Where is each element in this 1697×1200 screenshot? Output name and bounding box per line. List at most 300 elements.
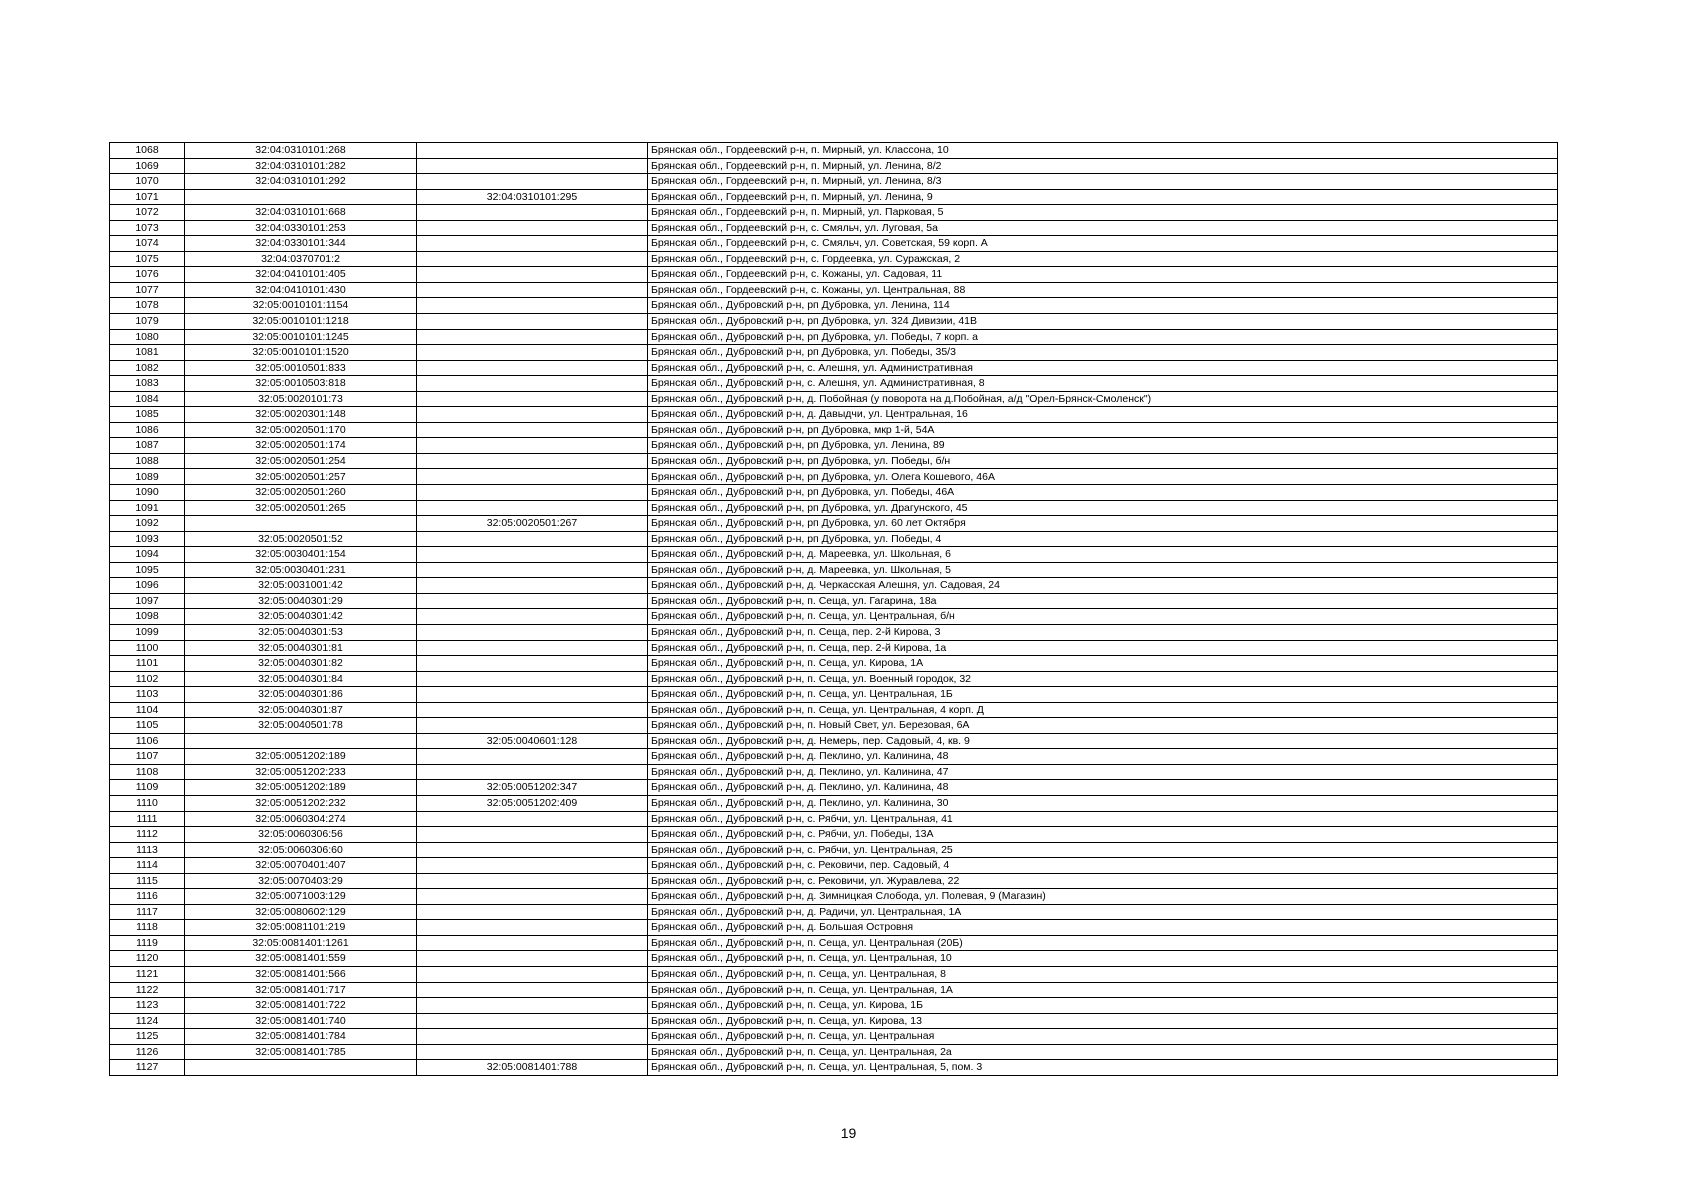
cadastral-number-cell: 32:05:0031001:42 xyxy=(185,578,417,594)
row-number-cell: 1121 xyxy=(110,966,185,982)
address-cell: Брянская обл., Дубровский р-н, п. Новый Свет, ул. Березовая, 6А xyxy=(648,718,1558,734)
row-number-cell: 1079 xyxy=(110,314,185,330)
address-cell: Брянская обл., Дубровский р-н, д. Радичи, ул. Центральная, 1А xyxy=(648,904,1558,920)
cadastral-number-cell: 32:05:0010501:833 xyxy=(185,360,417,376)
row-number-cell: 1105 xyxy=(110,718,185,734)
alternate-cadastral-number-cell xyxy=(417,438,648,454)
address-cell: Брянская обл., Гордеевский р-н, п. Мирный, ул. Ленина, 9 xyxy=(648,189,1558,205)
table-row xyxy=(110,733,1558,749)
address-cell: Брянская обл., Дубровский р-н, с. Алешня, ул. Административная, 8 xyxy=(648,376,1558,392)
alternate-cadastral-number-cell xyxy=(417,143,648,159)
row-number-cell: 1074 xyxy=(110,236,185,252)
address-cell: Брянская обл., Дубровский р-н, п. Сеща, ул. Центральная, 1А xyxy=(648,982,1558,998)
address-cell: Брянская обл., Дубровский р-н, п. Сеща, ул. Кирова, 1А xyxy=(648,656,1558,672)
row-number-cell: 1116 xyxy=(110,889,185,905)
address-cell: Брянская обл., Дубровский р-н, д. Побойная (у поворота на д.Побойная, а/д "Орел-Брянск-Смоленск") xyxy=(648,391,1558,407)
address-cell: Брянская обл., Гордеевский р-н, с. Кожаны, ул. Центральная, 88 xyxy=(648,282,1558,298)
alternate-cadastral-number-cell xyxy=(417,842,648,858)
alternate-cadastral-number-cell xyxy=(417,314,648,330)
row-number-cell: 1111 xyxy=(110,811,185,827)
alternate-cadastral-number-cell xyxy=(417,500,648,516)
property-registry-table xyxy=(109,142,1558,1076)
address-cell: Брянская обл., Дубровский р-н, д. Большая Островня xyxy=(648,920,1558,936)
table-row xyxy=(110,920,1558,936)
cadastral-number-cell: 32:04:0310101:282 xyxy=(185,158,417,174)
table-row xyxy=(110,842,1558,858)
address-cell: Брянская обл., Дубровский р-н, д. Немерь, пер. Садовый, 4, кв. 9 xyxy=(648,733,1558,749)
cadastral-number-cell: 32:05:0081401:717 xyxy=(185,982,417,998)
alternate-cadastral-number-cell xyxy=(417,858,648,874)
address-cell: Брянская обл., Дубровский р-н, п. Сеща, ул. Центральная, 5, пом. 3 xyxy=(648,1060,1558,1076)
cadastral-number-cell: 32:05:0010503:818 xyxy=(185,376,417,392)
address-cell: Брянская обл., Дубровский р-н, д. Пеклино, ул. Калинина, 48 xyxy=(648,780,1558,796)
table-row xyxy=(110,376,1558,392)
cadastral-number-cell: 32:05:0020501:174 xyxy=(185,438,417,454)
cadastral-number-cell: 32:05:0020501:254 xyxy=(185,453,417,469)
cadastral-number-cell: 32:05:0051202:189 xyxy=(185,780,417,796)
cadastral-number-cell: 32:05:0020301:148 xyxy=(185,407,417,423)
address-cell: Брянская обл., Дубровский р-н, рп Дубровка, мкр 1-й, 54А xyxy=(648,422,1558,438)
alternate-cadastral-number-cell xyxy=(417,485,648,501)
row-number-cell: 1087 xyxy=(110,438,185,454)
alternate-cadastral-number-cell xyxy=(417,624,648,640)
table-row xyxy=(110,143,1558,159)
cadastral-number-cell: 32:05:0040301:29 xyxy=(185,593,417,609)
row-number-cell: 1071 xyxy=(110,189,185,205)
cadastral-number-cell: 32:05:0081401:1261 xyxy=(185,935,417,951)
table-row xyxy=(110,951,1558,967)
table-row xyxy=(110,873,1558,889)
address-cell: Брянская обл., Дубровский р-н, д. Черкасская Алешня, ул. Садовая, 24 xyxy=(648,578,1558,594)
table-row xyxy=(110,640,1558,656)
address-cell: Брянская обл., Дубровский р-н, рп Дубровка, ул. 324 Дивизии, 41В xyxy=(648,314,1558,330)
table-row xyxy=(110,593,1558,609)
address-cell: Брянская обл., Дубровский р-н, п. Сеща, пер. 2-й Кирова, 1а xyxy=(648,640,1558,656)
address-cell: Брянская обл., Дубровский р-н, рп Дубровка, ул. Победы, 7 корп. а xyxy=(648,329,1558,345)
row-number-cell: 1122 xyxy=(110,982,185,998)
address-cell: Брянская обл., Дубровский р-н, п. Сеща, ул. Центральная, 10 xyxy=(648,951,1558,967)
row-number-cell: 1119 xyxy=(110,935,185,951)
cadastral-number-cell: 32:05:0040301:53 xyxy=(185,624,417,640)
cadastral-number-cell: 32:05:0020501:170 xyxy=(185,422,417,438)
cadastral-number-cell: 32:04:0330101:253 xyxy=(185,220,417,236)
table-row xyxy=(110,516,1558,532)
cadastral-number-cell: 32:05:0010101:1218 xyxy=(185,314,417,330)
address-cell: Брянская обл., Дубровский р-н, п. Сеща, ул. Военный городок, 32 xyxy=(648,671,1558,687)
cadastral-number-cell: 32:05:0040301:86 xyxy=(185,687,417,703)
cadastral-number-cell: 32:05:0010101:1520 xyxy=(185,345,417,361)
row-number-cell: 1110 xyxy=(110,795,185,811)
cadastral-number-cell: 32:05:0070403:29 xyxy=(185,873,417,889)
alternate-cadastral-number-cell xyxy=(417,904,648,920)
address-cell: Брянская обл., Дубровский р-н, рп Дубровка, ул. 60 лет Октября xyxy=(648,516,1558,532)
alternate-cadastral-number-cell xyxy=(417,220,648,236)
cadastral-number-cell xyxy=(185,1060,417,1076)
alternate-cadastral-number-cell xyxy=(417,998,648,1014)
address-cell: Брянская обл., Дубровский р-н, п. Сеща, ул. Центральная, 1Б xyxy=(648,687,1558,703)
table-row xyxy=(110,485,1558,501)
table-row xyxy=(110,624,1558,640)
table-row xyxy=(110,174,1558,190)
alternate-cadastral-number-cell xyxy=(417,267,648,283)
cadastral-number-cell: 32:05:0020501:265 xyxy=(185,500,417,516)
alternate-cadastral-number-cell xyxy=(417,827,648,843)
alternate-cadastral-number-cell xyxy=(417,391,648,407)
address-cell: Брянская обл., Гордеевский р-н, с. Смяльч, ул. Советская, 59 корп. А xyxy=(648,236,1558,252)
row-number-cell: 1078 xyxy=(110,298,185,314)
address-cell: Брянская обл., Гордеевский р-н, п. Мирный, ул. Ленина, 8/2 xyxy=(648,158,1558,174)
alternate-cadastral-number-cell xyxy=(417,578,648,594)
address-cell: Брянская обл., Дубровский р-н, рп Дубровка, ул. Олега Кошевого, 46А xyxy=(648,469,1558,485)
address-cell: Брянская обл., Гордеевский р-н, п. Мирный, ул. Ленина, 8/3 xyxy=(648,174,1558,190)
cadastral-number-cell: 32:05:0030401:231 xyxy=(185,562,417,578)
alternate-cadastral-number-cell xyxy=(417,982,648,998)
row-number-cell: 1069 xyxy=(110,158,185,174)
address-cell: Брянская обл., Дубровский р-н, д. Мареевка, ул. Школьная, 5 xyxy=(648,562,1558,578)
row-number-cell: 1068 xyxy=(110,143,185,159)
registry-table-body xyxy=(110,143,1558,1076)
alternate-cadastral-number-cell xyxy=(417,811,648,827)
alternate-cadastral-number-cell xyxy=(417,251,648,267)
alternate-cadastral-number-cell xyxy=(417,935,648,951)
alternate-cadastral-number-cell: 32:05:0051202:347 xyxy=(417,780,648,796)
row-number-cell: 1090 xyxy=(110,485,185,501)
cadastral-number-cell: 32:04:0310101:668 xyxy=(185,205,417,221)
alternate-cadastral-number-cell xyxy=(417,205,648,221)
cadastral-number-cell: 32:05:0060306:56 xyxy=(185,827,417,843)
cadastral-number-cell: 32:05:0081401:559 xyxy=(185,951,417,967)
row-number-cell: 1086 xyxy=(110,422,185,438)
table-row xyxy=(110,811,1558,827)
cadastral-number-cell: 32:05:0020501:52 xyxy=(185,531,417,547)
alternate-cadastral-number-cell xyxy=(417,671,648,687)
cadastral-number-cell: 32:05:0081401:566 xyxy=(185,966,417,982)
address-cell: Брянская обл., Дубровский р-н, п. Сеща, ул. Центральная xyxy=(648,1029,1558,1045)
alternate-cadastral-number-cell xyxy=(417,1029,648,1045)
address-cell: Брянская обл., Дубровский р-н, с. Рековичи, пер. Садовый, 4 xyxy=(648,858,1558,874)
address-cell: Брянская обл., Дубровский р-н, д. Давыдчи, ул. Центральная, 16 xyxy=(648,407,1558,423)
cadastral-number-cell: 32:05:0051202:189 xyxy=(185,749,417,765)
cadastral-number-cell: 32:05:0020501:260 xyxy=(185,485,417,501)
address-cell: Брянская обл., Дубровский р-н, д. Пеклино, ул. Калинина, 47 xyxy=(648,764,1558,780)
cadastral-number-cell: 32:05:0040301:84 xyxy=(185,671,417,687)
table-row xyxy=(110,500,1558,516)
alternate-cadastral-number-cell xyxy=(417,593,648,609)
row-number-cell: 1103 xyxy=(110,687,185,703)
alternate-cadastral-number-cell xyxy=(417,531,648,547)
row-number-cell: 1073 xyxy=(110,220,185,236)
row-number-cell: 1076 xyxy=(110,267,185,283)
row-number-cell: 1081 xyxy=(110,345,185,361)
cadastral-number-cell: 32:05:0040301:82 xyxy=(185,656,417,672)
alternate-cadastral-number-cell xyxy=(417,718,648,734)
row-number-cell: 1120 xyxy=(110,951,185,967)
address-cell: Брянская обл., Дубровский р-н, рп Дубровка, ул. Ленина, 114 xyxy=(648,298,1558,314)
cadastral-number-cell: 32:05:0081401:722 xyxy=(185,998,417,1014)
table-row xyxy=(110,298,1558,314)
row-number-cell: 1126 xyxy=(110,1044,185,1060)
table-row xyxy=(110,578,1558,594)
address-cell: Брянская обл., Дубровский р-н, п. Сеща, ул. Центральная, 2а xyxy=(648,1044,1558,1060)
row-number-cell: 1113 xyxy=(110,842,185,858)
alternate-cadastral-number-cell xyxy=(417,298,648,314)
page-number: 19 xyxy=(840,1125,857,1141)
table-row xyxy=(110,360,1558,376)
table-row xyxy=(110,329,1558,345)
table-row xyxy=(110,345,1558,361)
row-number-cell: 1077 xyxy=(110,282,185,298)
table-row xyxy=(110,314,1558,330)
alternate-cadastral-number-cell xyxy=(417,422,648,438)
address-cell: Брянская обл., Дубровский р-н, с. Рябчи, ул. Центральная, 41 xyxy=(648,811,1558,827)
row-number-cell: 1093 xyxy=(110,531,185,547)
address-cell: Брянская обл., Дубровский р-н, д. Зимницкая Слобода, ул. Полевая, 9 (Магазин) xyxy=(648,889,1558,905)
alternate-cadastral-number-cell xyxy=(417,749,648,765)
alternate-cadastral-number-cell: 32:05:0081401:788 xyxy=(417,1060,648,1076)
table-row xyxy=(110,795,1558,811)
row-number-cell: 1098 xyxy=(110,609,185,625)
cadastral-number-cell: 32:05:0080602:129 xyxy=(185,904,417,920)
row-number-cell: 1124 xyxy=(110,1013,185,1029)
address-cell: Брянская обл., Дубровский р-н, п. Сеща, ул. Кирова, 13 xyxy=(648,1013,1558,1029)
alternate-cadastral-number-cell xyxy=(417,609,648,625)
row-number-cell: 1092 xyxy=(110,516,185,532)
address-cell: Брянская обл., Дубровский р-н, п. Сеща, ул. Гагарина, 18а xyxy=(648,593,1558,609)
address-cell: Брянская обл., Дубровский р-н, п. Сеща, ул. Центральная, 8 xyxy=(648,966,1558,982)
table-row xyxy=(110,656,1558,672)
table-row xyxy=(110,904,1558,920)
alternate-cadastral-number-cell xyxy=(417,873,648,889)
row-number-cell: 1125 xyxy=(110,1029,185,1045)
address-cell: Брянская обл., Дубровский р-н, д. Мареевка, ул. Школьная, 6 xyxy=(648,547,1558,563)
row-number-cell: 1117 xyxy=(110,904,185,920)
row-number-cell: 1106 xyxy=(110,733,185,749)
table-row xyxy=(110,391,1558,407)
alternate-cadastral-number-cell xyxy=(417,562,648,578)
alternate-cadastral-number-cell xyxy=(417,547,648,563)
alternate-cadastral-number-cell xyxy=(417,282,648,298)
address-cell: Брянская обл., Гордеевский р-н, с. Смяльч, ул. Луговая, 5а xyxy=(648,220,1558,236)
address-cell: Брянская обл., Дубровский р-н, рп Дубровка, ул. Ленина, 89 xyxy=(648,438,1558,454)
row-number-cell: 1097 xyxy=(110,593,185,609)
cadastral-number-cell: 32:05:0051202:232 xyxy=(185,795,417,811)
row-number-cell: 1118 xyxy=(110,920,185,936)
row-number-cell: 1083 xyxy=(110,376,185,392)
alternate-cadastral-number-cell xyxy=(417,640,648,656)
alternate-cadastral-number-cell: 32:05:0020501:267 xyxy=(417,516,648,532)
row-number-cell: 1088 xyxy=(110,453,185,469)
table-row xyxy=(110,1013,1558,1029)
address-cell: Брянская обл., Дубровский р-н, п. Сеща, ул. Центральная (20Б) xyxy=(648,935,1558,951)
table-row xyxy=(110,982,1558,998)
table-row xyxy=(110,220,1558,236)
alternate-cadastral-number-cell xyxy=(417,966,648,982)
alternate-cadastral-number-cell xyxy=(417,329,648,345)
cadastral-number-cell: 32:05:0010101:1245 xyxy=(185,329,417,345)
table-row xyxy=(110,236,1558,252)
table-row xyxy=(110,438,1558,454)
cadastral-number-cell: 32:05:0020501:257 xyxy=(185,469,417,485)
row-number-cell: 1089 xyxy=(110,469,185,485)
table-row xyxy=(110,422,1558,438)
address-cell: Брянская обл., Дубровский р-н, п. Сеща, ул. Центральная, б/н xyxy=(648,609,1558,625)
cadastral-number-cell: 32:04:0310101:268 xyxy=(185,143,417,159)
cadastral-number-cell: 32:04:0410101:430 xyxy=(185,282,417,298)
address-cell: Брянская обл., Дубровский р-н, рп Дубровка, ул. Драгунского, 45 xyxy=(648,500,1558,516)
alternate-cadastral-number-cell xyxy=(417,656,648,672)
table-row xyxy=(110,998,1558,1014)
row-number-cell: 1100 xyxy=(110,640,185,656)
alternate-cadastral-number-cell xyxy=(417,376,648,392)
address-cell: Брянская обл., Гордеевский р-н, с. Кожаны, ул. Садовая, 11 xyxy=(648,267,1558,283)
cadastral-number-cell: 32:05:0081401:740 xyxy=(185,1013,417,1029)
table-row xyxy=(110,702,1558,718)
table-row xyxy=(110,827,1558,843)
cadastral-number-cell: 32:05:0081401:784 xyxy=(185,1029,417,1045)
table-row xyxy=(110,158,1558,174)
alternate-cadastral-number-cell xyxy=(417,1013,648,1029)
row-number-cell: 1096 xyxy=(110,578,185,594)
table-row xyxy=(110,282,1558,298)
row-number-cell: 1094 xyxy=(110,547,185,563)
alternate-cadastral-number-cell xyxy=(417,1044,648,1060)
alternate-cadastral-number-cell xyxy=(417,407,648,423)
cadastral-number-cell xyxy=(185,516,417,532)
alternate-cadastral-number-cell: 32:05:0051202:409 xyxy=(417,795,648,811)
cadastral-number-cell: 32:05:0081401:785 xyxy=(185,1044,417,1060)
address-cell: Брянская обл., Дубровский р-н, д. Пеклино, ул. Калинина, 30 xyxy=(648,795,1558,811)
address-cell: Брянская обл., Дубровский р-н, п. Сеща, ул. Центральная, 4 корп. Д xyxy=(648,702,1558,718)
cadastral-number-cell: 32:05:0010101:1154 xyxy=(185,298,417,314)
cadastral-number-cell: 32:05:0070401:407 xyxy=(185,858,417,874)
cadastral-number-cell: 32:05:0071003:129 xyxy=(185,889,417,905)
alternate-cadastral-number-cell xyxy=(417,345,648,361)
table-row xyxy=(110,749,1558,765)
row-number-cell: 1109 xyxy=(110,780,185,796)
alternate-cadastral-number-cell xyxy=(417,920,648,936)
cadastral-number-cell: 32:05:0040501:78 xyxy=(185,718,417,734)
table-row xyxy=(110,764,1558,780)
cadastral-number-cell: 32:04:0410101:405 xyxy=(185,267,417,283)
table-row xyxy=(110,935,1558,951)
cadastral-number-cell: 32:05:0040301:87 xyxy=(185,702,417,718)
table-row xyxy=(110,189,1558,205)
address-cell: Брянская обл., Дубровский р-н, рп Дубровка, ул. Победы, 4 xyxy=(648,531,1558,547)
address-cell: Брянская обл., Дубровский р-н, рп Дубровка, ул. Победы, 35/3 xyxy=(648,345,1558,361)
table-row xyxy=(110,1060,1558,1076)
alternate-cadastral-number-cell xyxy=(417,687,648,703)
row-number-cell: 1070 xyxy=(110,174,185,190)
row-number-cell: 1080 xyxy=(110,329,185,345)
cadastral-number-cell: 32:05:0060304:274 xyxy=(185,811,417,827)
cadastral-number-cell: 32:05:0020101:73 xyxy=(185,391,417,407)
row-number-cell: 1123 xyxy=(110,998,185,1014)
table-row xyxy=(110,205,1558,221)
alternate-cadastral-number-cell xyxy=(417,236,648,252)
row-number-cell: 1084 xyxy=(110,391,185,407)
alternate-cadastral-number-cell xyxy=(417,764,648,780)
row-number-cell: 1102 xyxy=(110,671,185,687)
row-number-cell: 1082 xyxy=(110,360,185,376)
cadastral-number-cell: 32:05:0040301:42 xyxy=(185,609,417,625)
table-row xyxy=(110,609,1558,625)
cadastral-number-cell: 32:05:0051202:233 xyxy=(185,764,417,780)
address-cell: Брянская обл., Гордеевский р-н, п. Мирный, ул. Классона, 10 xyxy=(648,143,1558,159)
row-number-cell: 1104 xyxy=(110,702,185,718)
table-row xyxy=(110,251,1558,267)
row-number-cell: 1108 xyxy=(110,764,185,780)
cadastral-number-cell: 32:04:0330101:344 xyxy=(185,236,417,252)
alternate-cadastral-number-cell xyxy=(417,951,648,967)
address-cell: Брянская обл., Дубровский р-н, с. Рябчи, ул. Победы, 13А xyxy=(648,827,1558,843)
alternate-cadastral-number-cell xyxy=(417,889,648,905)
cadastral-number-cell: 32:05:0040301:81 xyxy=(185,640,417,656)
row-number-cell: 1114 xyxy=(110,858,185,874)
row-number-cell: 1099 xyxy=(110,624,185,640)
address-cell: Брянская обл., Дубровский р-н, с. Рековичи, ул. Журавлева, 22 xyxy=(648,873,1558,889)
row-number-cell: 1095 xyxy=(110,562,185,578)
alternate-cadastral-number-cell xyxy=(417,360,648,376)
cadastral-number-cell: 32:05:0081101:219 xyxy=(185,920,417,936)
table-row xyxy=(110,267,1558,283)
row-number-cell: 1112 xyxy=(110,827,185,843)
address-cell: Брянская обл., Дубровский р-н, с. Рябчи, ул. Центральная, 25 xyxy=(648,842,1558,858)
alternate-cadastral-number-cell: 32:05:0040601:128 xyxy=(417,733,648,749)
table-row xyxy=(110,1029,1558,1045)
table-row xyxy=(110,671,1558,687)
alternate-cadastral-number-cell xyxy=(417,453,648,469)
cadastral-number-cell: 32:04:0310101:292 xyxy=(185,174,417,190)
alternate-cadastral-number-cell xyxy=(417,158,648,174)
row-number-cell: 1075 xyxy=(110,251,185,267)
table-row xyxy=(110,547,1558,563)
row-number-cell: 1101 xyxy=(110,656,185,672)
table-row xyxy=(110,858,1558,874)
alternate-cadastral-number-cell xyxy=(417,702,648,718)
table-row xyxy=(110,889,1558,905)
table-row xyxy=(110,469,1558,485)
table-row xyxy=(110,966,1558,982)
table-row xyxy=(110,531,1558,547)
cadastral-number-cell: 32:04:0370701:2 xyxy=(185,251,417,267)
table-row xyxy=(110,407,1558,423)
address-cell: Брянская обл., Гордеевский р-н, п. Мирный, ул. Парковая, 5 xyxy=(648,205,1558,221)
row-number-cell: 1085 xyxy=(110,407,185,423)
cadastral-number-cell xyxy=(185,733,417,749)
row-number-cell: 1127 xyxy=(110,1060,185,1076)
table-row xyxy=(110,780,1558,796)
table-row xyxy=(110,562,1558,578)
address-cell: Брянская обл., Дубровский р-н, рп Дубровка, ул. Победы, 46А xyxy=(648,485,1558,501)
row-number-cell: 1107 xyxy=(110,749,185,765)
alternate-cadastral-number-cell xyxy=(417,469,648,485)
address-cell: Брянская обл., Дубровский р-н, с. Алешня, ул. Административная xyxy=(648,360,1558,376)
row-number-cell: 1072 xyxy=(110,205,185,221)
table-row xyxy=(110,453,1558,469)
address-cell: Брянская обл., Дубровский р-н, д. Пеклино, ул. Калинина, 48 xyxy=(648,749,1558,765)
alternate-cadastral-number-cell xyxy=(417,174,648,190)
table-row xyxy=(110,1044,1558,1060)
table-row xyxy=(110,687,1558,703)
cadastral-number-cell xyxy=(185,189,417,205)
address-cell: Брянская обл., Дубровский р-н, п. Сеща, ул. Кирова, 1Б xyxy=(648,998,1558,1014)
cadastral-number-cell: 32:05:0030401:154 xyxy=(185,547,417,563)
cadastral-number-cell: 32:05:0060306:60 xyxy=(185,842,417,858)
row-number-cell: 1115 xyxy=(110,873,185,889)
address-cell: Брянская обл., Гордеевский р-н, с. Гордеевка, ул. Суражская, 2 xyxy=(648,251,1558,267)
alternate-cadastral-number-cell: 32:04:0310101:295 xyxy=(417,189,648,205)
address-cell: Брянская обл., Дубровский р-н, рп Дубровка, ул. Победы, б/н xyxy=(648,453,1558,469)
